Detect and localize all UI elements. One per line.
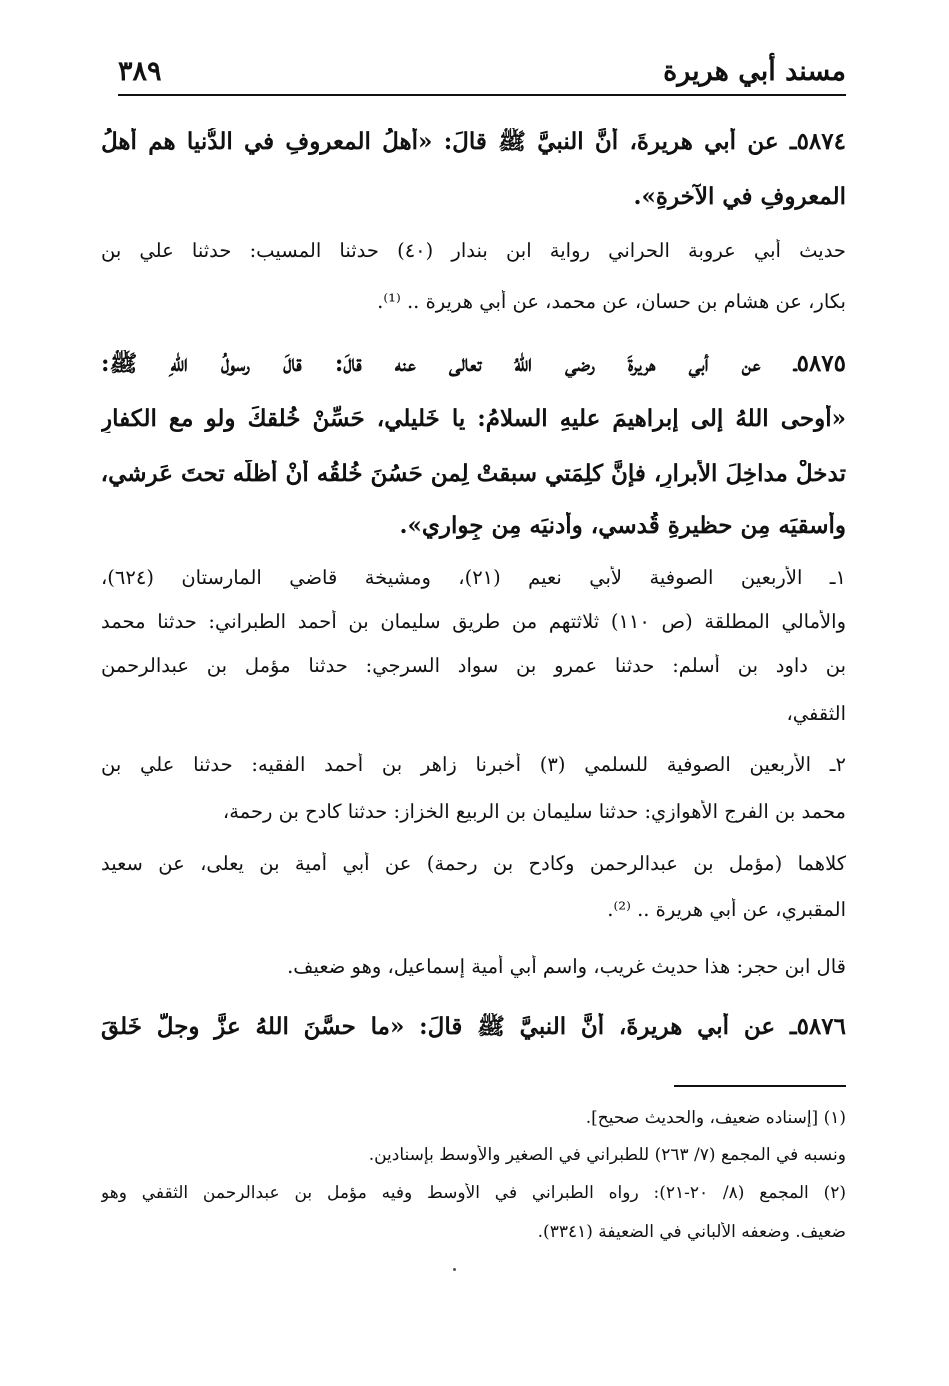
footnote-2-line-2: ضعيف. وضعفه الألباني في الضعيفة (٣٣٤١). [537,1222,846,1242]
hadith-5875-line-4: وأَسقيَه مِن حظيرةِ قُدسي، وأُدنيَه مِن جِواري». [399,512,846,539]
footnote-1-line-2: ونسبه في المجمع (٧/ ٢٦٣) للطبراني في الصغير والأوسط بإسنادين. [368,1145,846,1165]
takhrij-5875-line-3: بن داود بن أسلم: حدثنا عمرو بن سواد السرجي: حدثنا مؤمل بن عبدالرحمن [101,654,846,677]
hadith-5876-line-1: ٥٨٧٦ـ عن أبي هريرةَ، أنَّ النبيَّ ﷺ قالَ: «ما حسَّنَ اللهُ عزَّ وجلَّ خَلقَ [101,1013,846,1040]
hadith-5875-line-2: «أَوحى اللهُ إلى إبراهيمَ عليهِ السلامُ: يا خَليلي، حَسِّنْ خُلقكَ ولو مع الكفارِ [101,405,846,432]
footnote-1-line-1: (١) [إسناده ضعيف، والحديث صحيح]. [585,1108,846,1128]
running-title: مسند أبي هريرة [663,56,846,87]
takhrij-5874-line-1: حديث أبي عروبة الحراني رواية ابن بندار (٤٠) حدثنا المسيب: حدثنا علي بن [101,239,846,262]
hadith-5875-line-1: ٥٨٧٥ـ عن أبي هريرةَ رضي اللهُ تعالى عنه قالَ: قالَ رسولُ اللهِ ﷺ: [101,350,846,377]
scan-speck [453,1268,456,1271]
takhrij-5874-line-2: بكار، عن هشام بن حسان، عن محمد، عن أبي هريرة .. ⁽¹⁾. [377,290,846,313]
hadith-5874-line-1: ٥٨٧٤ـ عن أبي هريرةَ، أنَّ النبيَّ ﷺ قالَ: «أهلُ المعروفِ في الدُّنيا هم أهلُ [101,128,846,155]
takhrij-5875-line-5: ٢ـ الأربعين الصوفية للسلمي (٣) أخبرنا زاهر بن أحمد الفقيه: حدثنا علي بن [101,753,846,776]
footnote-2-line-1: (٢) المجمع (٨/ ٢٠-٢١): رواه الطبراني في الأوسط وفيه مؤمل بن عبدالرحمن الثقفي وهو [101,1183,846,1203]
takhrij-5875-line-4: الثقفي، [786,702,846,725]
hadith-5874-line-2: المعروفِ في الآخرةِ». [633,183,846,210]
takhrij-5875-line-1: ١ـ الأربعين الصوفية لأبي نعيم (٢١)، ومشيخة قاضي المارستان (٦٢٤)، [101,566,846,589]
takhrij-5875-line-8: المقبري، عن أبي هريرة .. ⁽²⁾. [607,898,846,921]
hadith-5875-line-3: تدخلْ مداخِلَ الأبرارِ، فإنَّ كلِمَتي سبقتْ لِمن حَسُنَ خُلقُه أنْ أُظلَّه تحتَ عَرشي، [101,460,846,487]
page-header [118,50,846,96]
takhrij-5875-line-7: كلاهما (مؤمل بن عبدالرحمن وكادح بن رحمة) عن أبي أمية بن يعلى، عن سعيد [101,852,846,875]
ibn-hajar-comment: قال ابن حجر: هذا حديث غريب، واسم أبي أمية إسماعيل، وهو ضعيف. [287,955,846,978]
footnote-separator [674,1085,846,1087]
takhrij-5875-line-2: والأمالي المطلقة (ص ١١٠) ثلاثتهم من طريق سليمان بن أحمد الطبراني: حدثنا محمد [101,610,846,633]
takhrij-5875-line-6: محمد بن الفرج الأهوازي: حدثنا سليمان بن الربيع الخزاز: حدثنا كادح بن رحمة، [222,800,846,823]
page-number: ٣٨٩ [118,56,162,87]
